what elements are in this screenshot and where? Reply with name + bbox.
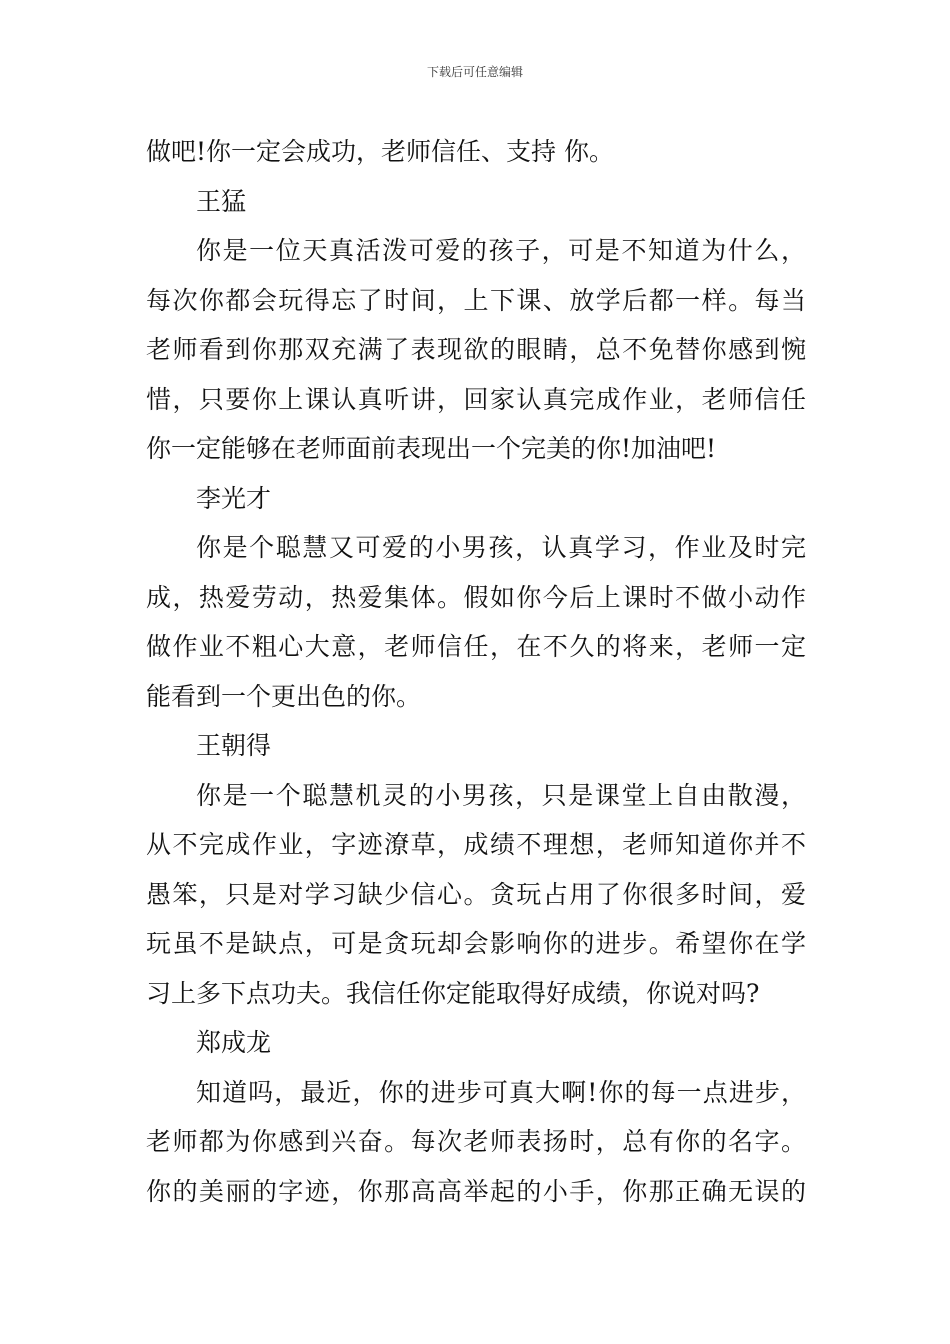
text-line: 从不完成作业，字迹潦草，成绩不理想，老师知道你并不 — [146, 830, 806, 859]
student-name: 郑成龙 — [196, 1028, 272, 1057]
student-name: 王猛 — [196, 186, 247, 216]
text-line: 做作业不粗心大意，老师信任，在不久的将来，老师一定 — [146, 632, 806, 661]
text-line: 成，热爱劳动，热爱集体。假如你今后上课时不做小动作 — [146, 582, 806, 612]
student-name: 李光才 — [196, 483, 272, 513]
text-line: 每次你都会玩得忘了时间，上下课、放学后都一样。每当 — [146, 285, 806, 315]
text-line: 惜，只要你上课认真听讲，回家认真完成作业，老师信任 — [146, 384, 806, 414]
text-line: 愚笨，只是对学习缺少信心。贪玩占用了你很多时间，爱 — [146, 879, 806, 909]
text-line: 你是一个聪慧机灵的小男孩，只是课堂上自由散漫， — [196, 780, 806, 810]
page-header: 下载后可任意编辑 — [426, 65, 523, 79]
text-line: 你是一位天真活泼可爱的孩子，可是不知道为什么， — [196, 236, 806, 265]
document-body — [146, 127, 806, 1216]
text-line: 老师都为你感到兴奋。每次老师表扬时，总有你的名字。 — [146, 1127, 806, 1156]
student-name: 王朝得 — [196, 731, 272, 760]
text-line: 做吧!你一定会成功，老师信任、支持 你。 — [146, 137, 614, 166]
text-line: 能看到一个更出色的你。 — [146, 681, 422, 711]
text-line: 你的美丽的字迹，你那高高举起的小手，你那正确无误的 — [146, 1176, 806, 1206]
text-line: 你一定能够在老师面前表现出一个完美的你!加油吧! — [146, 434, 717, 463]
text-line: 玩虽不是缺点，可是贪玩却会影响你的进步。希望你在学 — [146, 929, 806, 958]
text-line: 知道吗，最近，你的进步可真大啊!你的每一点进步， — [196, 1077, 806, 1107]
text-line: 习上多下点功夫。我信任你定能取得好成绩，你说对吗? — [146, 978, 760, 1008]
text-line: 你是个聪慧又可爱的小男孩，认真学习，作业及时完 — [196, 533, 806, 562]
text-line: 老师看到你那双充满了表现欲的眼睛，总不免替你感到惋 — [146, 335, 806, 364]
